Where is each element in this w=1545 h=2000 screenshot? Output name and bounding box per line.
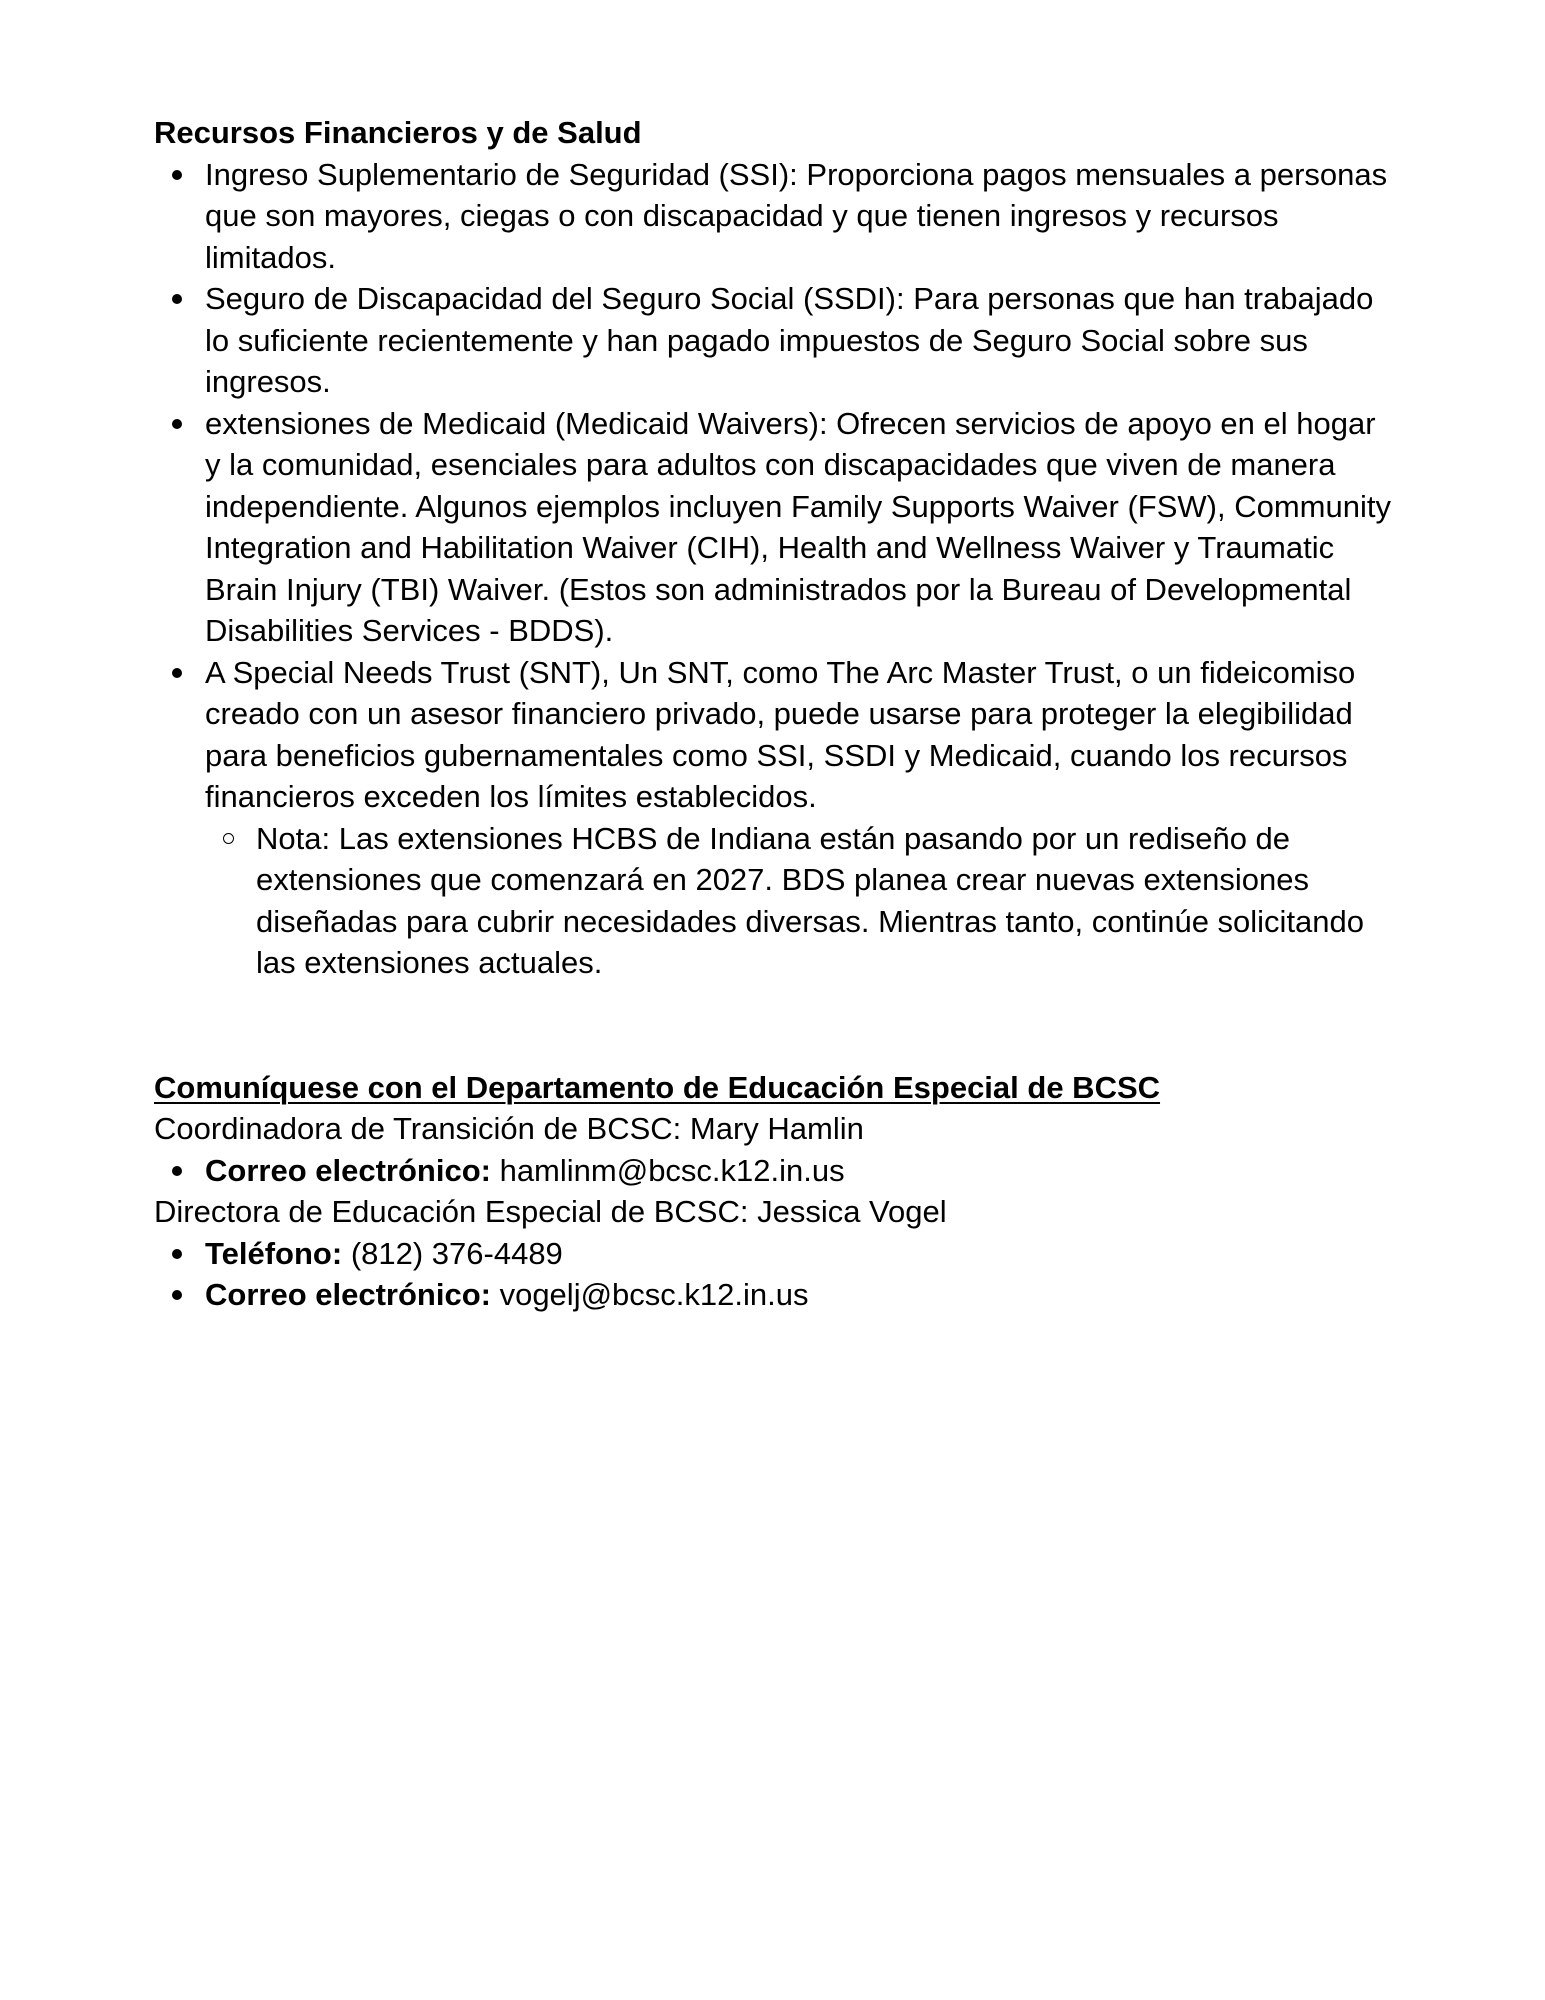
list-item-medicaid-waivers: extensiones de Medicaid (Medicaid Waivers): Ofrecen servicios de apoyo en el hogar y la comunidad, esenciales para adultos con discapacidades que viven de manera independiente. Algunos ejemplos incluyen Family Supports Waiver (FSW), Community Integration and Habilitation Waiver (CIH), Health and Wellness Waiver y Traumatic Brain Injury (TBI) Waiver. (Estos son administrados por la Bureau of Developmental Disabilities Services - BDDS). [205,403,1394,652]
resources-heading: Recursos Financieros y de Salud [154,115,642,150]
coordinator-line: Coordinadora de Transición de BCSC: Mary Hamlin [154,1111,864,1146]
note-item: Nota: Las extensiones HCBS de Indiana están pasando por un rediseño de extensiones que comenzará en 2027. BDS planea crear nuevas extensiones diseñadas para cubrir necesidades diversas. Mientras tanto, continúe solicitando las extensiones actuales. [256,818,1394,984]
director-line: Directora de Educación Especial de BCSC: Jessica Vogel [154,1194,947,1229]
director-contact-list [154,1233,1394,1316]
director-phone-item [205,1233,1394,1275]
list-item-ssdi: Seguro de Discapacidad del Seguro Social (SSDI): Para personas que han trabajado lo suficiente recientemente y han pagado impuestos de Seguro Social sobre sus ingresos. [205,278,1394,403]
director-email-item [205,1274,1394,1316]
resources-list [154,154,1394,984]
document-page [154,112,1394,1316]
director-email-label: Correo electrónico: [205,1277,491,1312]
note-sublist [205,818,1394,984]
coordinator-email-label: Correo electrónico: [205,1152,491,1188]
list-item-ssi: Ingreso Suplementario de Seguridad (SSI): Proporciona pagos mensuales a personas que son mayores, ciegas o con discapacidad y que tienen ingresos y recursos limitados. [205,154,1394,279]
coordinator-contact-list [154,1150,1394,1192]
section-spacer [154,984,1394,1067]
special-needs-trust-text: A Special Needs Trust (SNT), Un SNT, como The Arc Master Trust, o un fideicomiso creado con un asesor financiero privado, puede usarse para proteger la elegibilidad para beneficios gubernamentales como SSI, SSDI y Medicaid, cuando los recursos financieros exceden los límites establecidos. [205,654,1356,814]
coordinator-email-value[interactable]: hamlinm@bcsc.k12.in.us [499,1152,845,1188]
list-item-special-needs-trust [205,652,1394,984]
contact-heading: Comuníquese con el Departamento de Educación Especial de BCSC [154,1069,1161,1105]
director-phone-label: Teléfono: [205,1235,343,1271]
coordinator-email-item [205,1150,1394,1192]
director-phone-value[interactable]: (812) 376-4489 [350,1235,563,1271]
director-email-value[interactable]: vogelj@bcsc.k12.in.us [499,1277,809,1312]
